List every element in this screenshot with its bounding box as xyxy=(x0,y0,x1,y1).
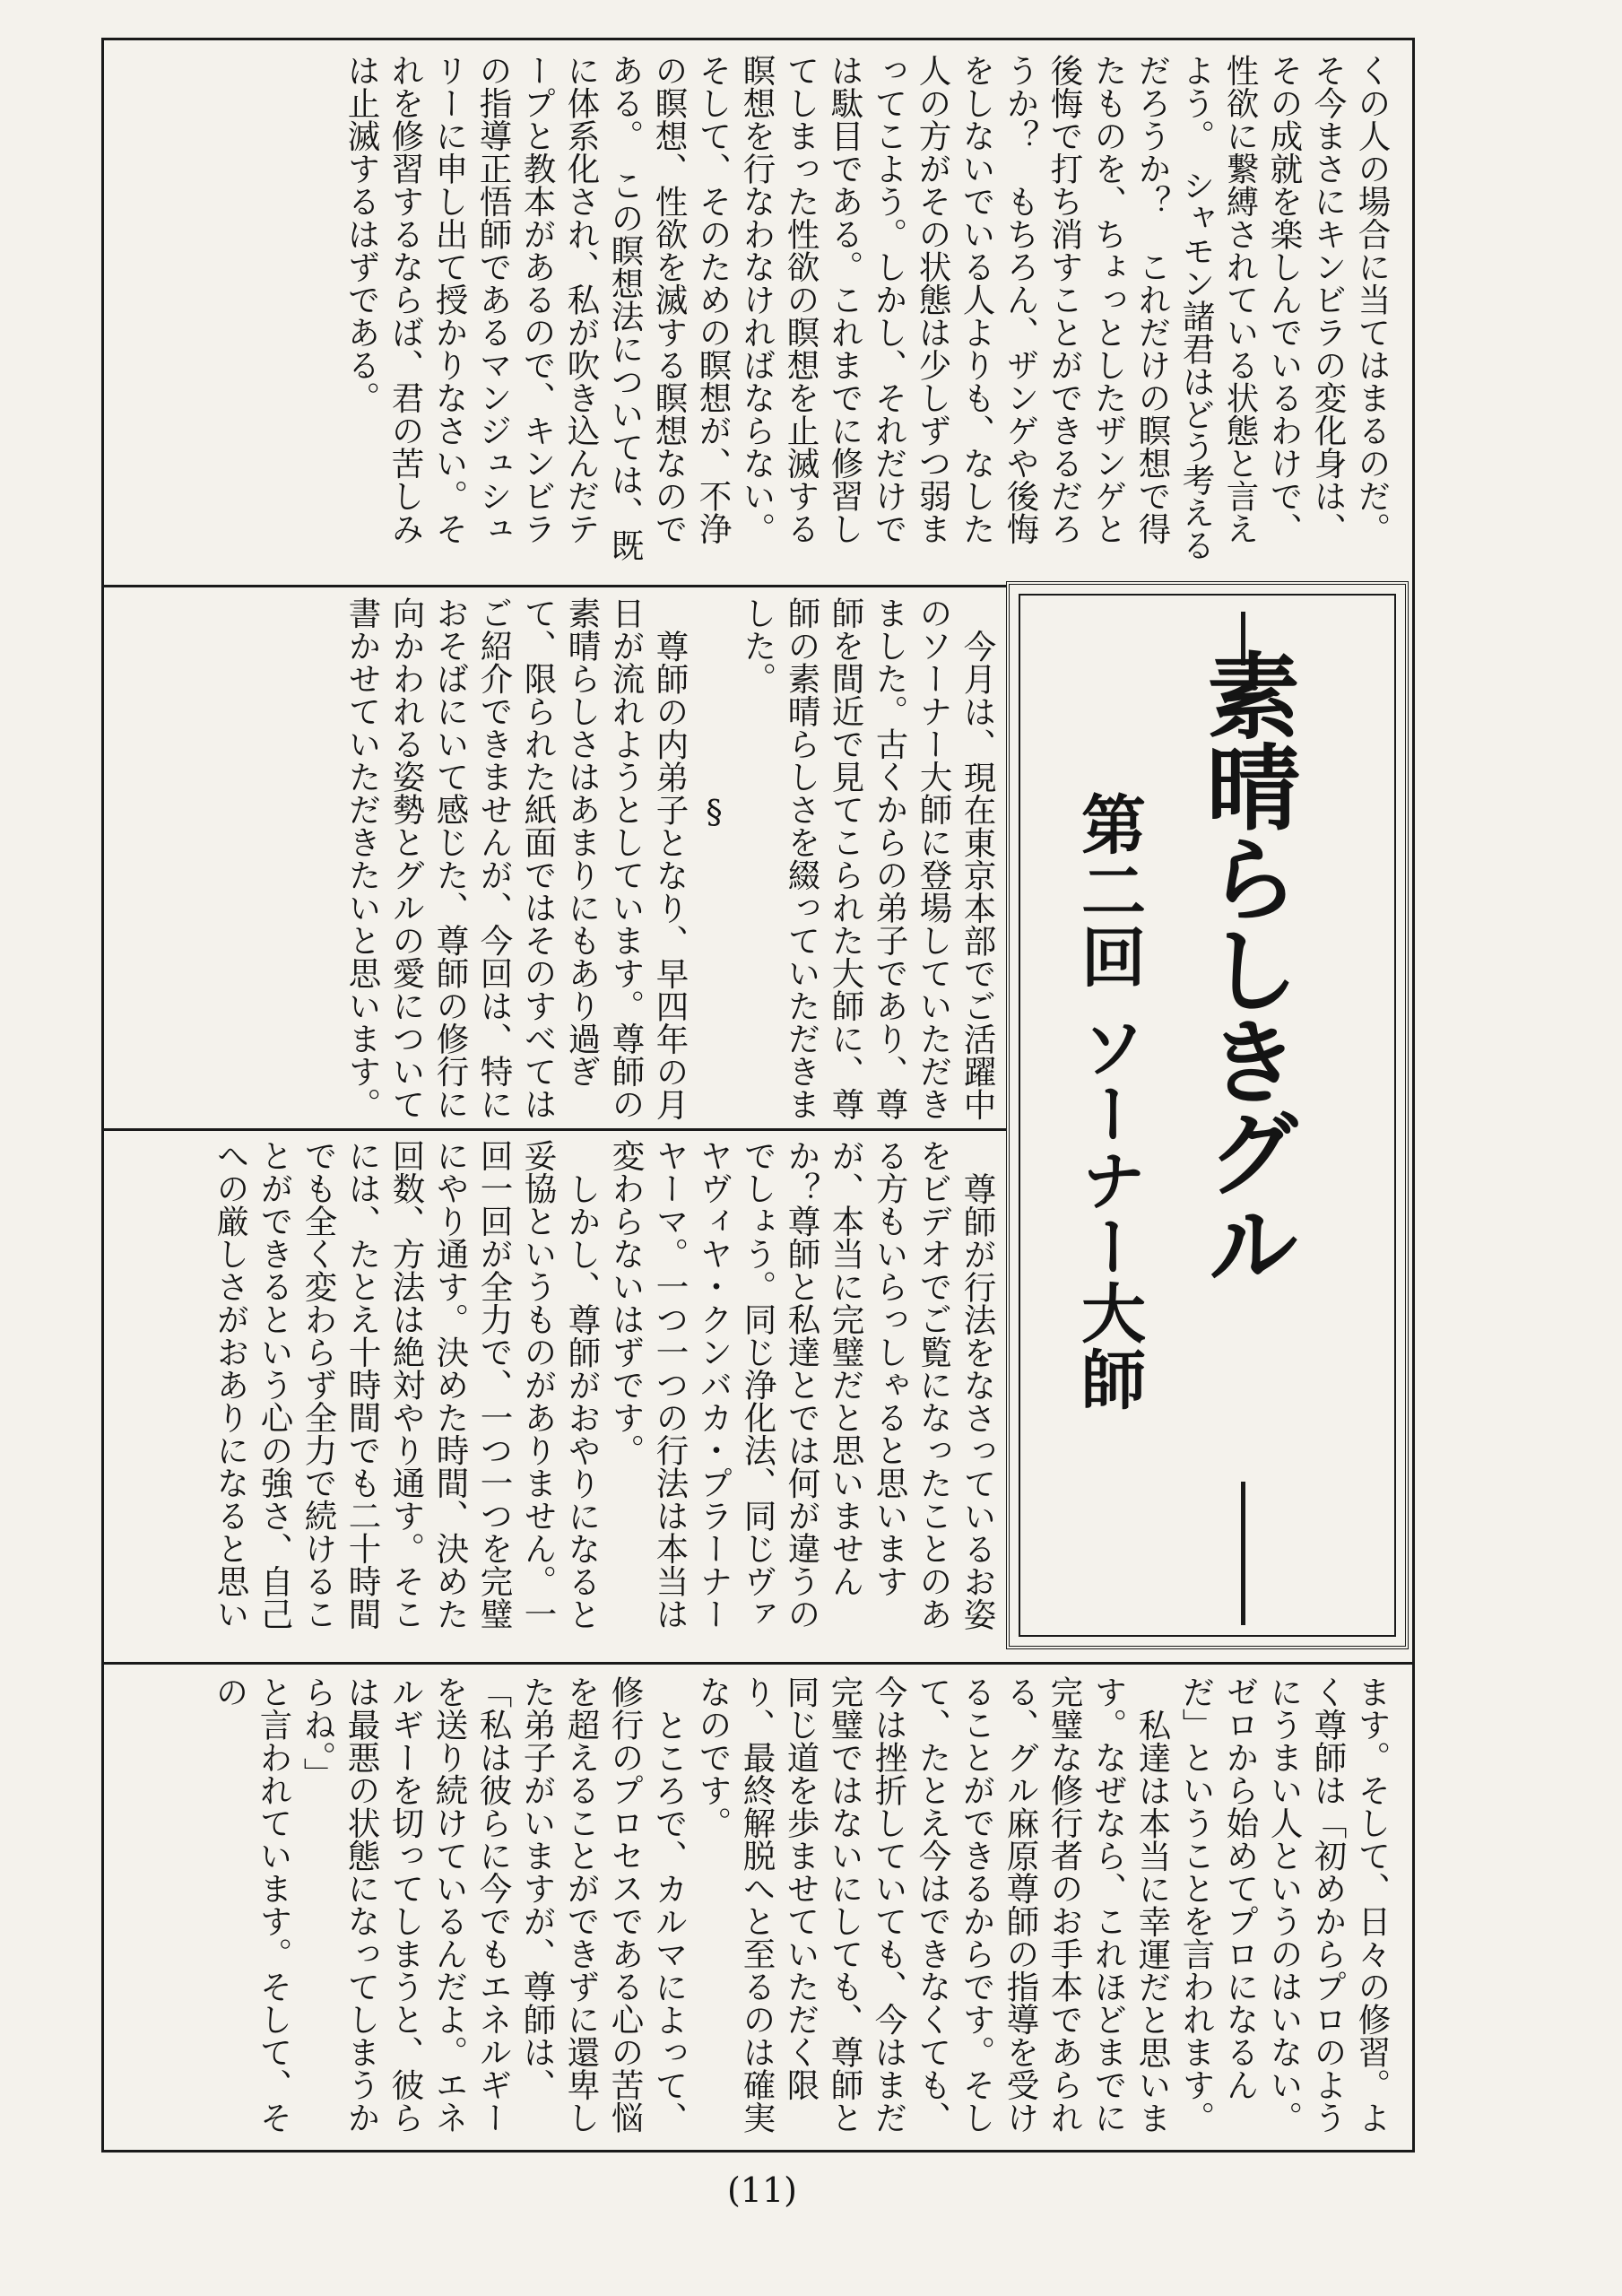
intro-text-block xyxy=(143,596,1000,1121)
page-number: (11) xyxy=(726,2170,797,2210)
intro-paragraph-2: 尊師の内弟子となり、早四年の月日が流れようとしています。尊師の素晴らしさはあまりにもあり過ぎて、限られた紙面ではそのすべてはご紹介できませんが、今回は、特におそばにいて感じた、尊師の修行に向かわれる姿勢とグルの愛について書かせていただきたいと思います。 xyxy=(343,596,690,1120)
title-box xyxy=(1006,581,1409,1649)
divider-row-3 xyxy=(101,1662,1415,1665)
title-decoration-line-bottom xyxy=(1241,1482,1245,1625)
section-mark: § xyxy=(695,793,733,831)
article-subtitle: 第二回 ソーナー大師 xyxy=(1071,791,1146,1413)
bottom-paragraph-5: と言われています。そして、その xyxy=(211,1675,293,2134)
divider-top-block xyxy=(101,585,1009,587)
bottom-paragraph-1: ます。そして、日々の修習。よく尊師は「初めからプロのようにうまい人というのはいない。ゼロから始めてプロになるんだ」ということを言われます。 xyxy=(1177,1675,1392,2134)
bottom-paragraph-3: ところで、カルマによって、修行のプロセスである心の苦悩を超えることができずに還卑した弟子がいますが、尊師は、 xyxy=(518,1675,689,2134)
top-article-text xyxy=(143,54,1394,576)
top-article-paragraph: くの人の場合に当てはまるのだ。そ今まさにキンビラの変化身は、その成就を楽しんでいるわけで、性欲に繋縛されている状態と言えよう。 シャモン諸君はどう考えるだろうか？ これだけの瞑想で得たものを、ちょっとしたザンゲと後悔で打ち消すことができるだろうか？ もちろん、ザンゲや後悔をしないでいる人よりも、なした人の方がその状態は少しずつ弱まってこよう。しかし、それだけでは駄目である。これまでに修習してしまった性欲の瞑想を止滅する瞑想を行なわなければならない。そして、そのための瞑想が、不浄の瞑想、性欲を滅する瞑想なのである。 この瞑想法については、既に体系化され、私が吹き込んだテープと教本があるので、キンビラの指導正悟師であるマンジュシュリーに申し出て授かりなさい。それを修習するならば、君の苦しみは止滅するはずである。 xyxy=(343,54,1392,561)
practice-paragraph-2: しかし、尊師がおやりになると妥協というものがありません。一回一回が全力で、一つ一つを完璧にやり通す。決めた時間、決めた回数、方法は絶対やり通す。そこには、たとえ十時間でも二十時間でも全く変わらず全力で続けることができるという心の強さ、自己への厳しさがおありになると思い xyxy=(212,1139,602,1631)
bottom-quote: 「私は彼らに今でもエネルギーを送り続けているんだよ。エネルギーを切ってしまうと、彼らは最悪の状態になってしまうからね。」 xyxy=(299,1675,513,2134)
bottom-paragraph-2: 私達は本当に幸運だと思います。なぜなら、これほどまでに完璧な修行者のお手本であられる、グル麻原尊師の指導を受けることができるからです。そして、たとえ今はできなくても、今は挫折していても、今はまだ完璧ではないにしても、尊師と同じ道を歩ませていただく限り、最終解脱へと至るのは確実なのです。 xyxy=(694,1675,1172,2134)
intro-paragraph: 今月は、現在東京本部でご活躍中のソーナー大師に登場していただきました。古くからの弟子であり、尊師を間近で見てこられた大師に、尊師の素晴らしさを綴っていただきました。 xyxy=(739,596,997,1120)
bottom-text-block xyxy=(143,1675,1394,2142)
article-title: 素晴らしきグル xyxy=(1191,648,1300,1288)
practice-paragraph: 尊師が行法をなさっているお姿をビデオでご覧になったことのある方もいらっしゃると思いますが、本当に完璧だと思いませんか？尊師と私達とでは何が違うのでしょう。同じ浄化法、同じヴァヤヴィヤ・クンバカ・プラーナーヤーマ。一つ一つの行法は本当は変わらないはずです。 xyxy=(607,1139,997,1631)
divider-row-2 xyxy=(101,1128,1009,1131)
practice-text-block xyxy=(143,1139,1000,1655)
